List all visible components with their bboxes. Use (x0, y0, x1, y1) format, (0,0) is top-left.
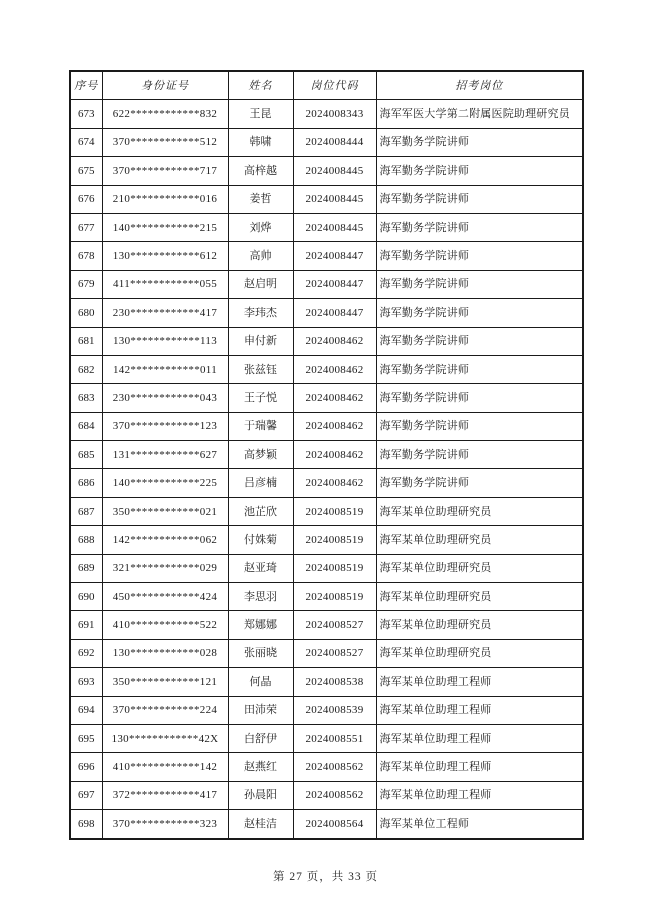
cell-id-number: 350************021 (102, 497, 228, 525)
table-body (70, 100, 583, 839)
table-row (70, 639, 583, 667)
cell-serial: 688 (70, 526, 102, 554)
cell-name: 孙晨阳 (228, 781, 293, 809)
cell-serial: 692 (70, 639, 102, 667)
cell-serial: 696 (70, 753, 102, 781)
cell-serial: 693 (70, 668, 102, 696)
cell-position-title: 海军勤务学院讲师 (376, 441, 583, 469)
cell-position-code: 2024008538 (293, 668, 376, 696)
header-position-title: 招考岗位 (376, 71, 583, 100)
cell-name: 高梓越 (228, 157, 293, 185)
cell-id-number: 622************832 (102, 100, 228, 128)
cell-position-title: 海军某单位助理研究员 (376, 526, 583, 554)
cell-id-number: 350************121 (102, 668, 228, 696)
cell-serial: 676 (70, 185, 102, 213)
cell-name: 高梦颖 (228, 441, 293, 469)
recruitment-roster-table (69, 70, 584, 840)
cell-position-title: 海军勤务学院讲师 (376, 469, 583, 497)
cell-position-title: 海军勤务学院讲师 (376, 213, 583, 241)
cell-position-code: 2024008447 (293, 270, 376, 298)
cell-id-number: 372************417 (102, 781, 228, 809)
cell-position-title: 海军勤务学院讲师 (376, 185, 583, 213)
cell-serial: 694 (70, 696, 102, 724)
cell-serial: 695 (70, 724, 102, 752)
cell-name: 赵亚琦 (228, 554, 293, 582)
table-row (70, 611, 583, 639)
cell-id-number: 370************224 (102, 696, 228, 724)
cell-position-code: 2024008519 (293, 554, 376, 582)
header-name: 姓名 (228, 71, 293, 100)
cell-serial: 683 (70, 384, 102, 412)
table-row (70, 441, 583, 469)
cell-position-title: 海军某单位工程师 (376, 810, 583, 839)
cell-position-title: 海军某单位助理研究员 (376, 497, 583, 525)
cell-position-title: 海军某单位助理研究员 (376, 611, 583, 639)
cell-name: 姜哲 (228, 185, 293, 213)
table-row (70, 213, 583, 241)
header-position-code: 岗位代码 (293, 71, 376, 100)
cell-name: 白舒伊 (228, 724, 293, 752)
cell-id-number: 230************417 (102, 299, 228, 327)
cell-position-title: 海军勤务学院讲师 (376, 157, 583, 185)
table-row (70, 157, 583, 185)
cell-name: 赵燕红 (228, 753, 293, 781)
table-row (70, 355, 583, 383)
cell-id-number: 142************011 (102, 355, 228, 383)
table-row (70, 100, 583, 128)
cell-name: 郑娜娜 (228, 611, 293, 639)
cell-id-number: 140************225 (102, 469, 228, 497)
cell-position-title: 海军勤务学院讲师 (376, 355, 583, 383)
cell-position-code: 2024008551 (293, 724, 376, 752)
header-id-number: 身份证号 (102, 71, 228, 100)
table-row (70, 327, 583, 355)
cell-position-code: 2024008462 (293, 441, 376, 469)
table-row (70, 554, 583, 582)
table-row (70, 724, 583, 752)
cell-position-code: 2024008519 (293, 583, 376, 611)
cell-id-number: 130************612 (102, 242, 228, 270)
table-row (70, 412, 583, 440)
cell-name: 于瑞馨 (228, 412, 293, 440)
table-row (70, 753, 583, 781)
cell-serial: 678 (70, 242, 102, 270)
cell-position-code: 2024008462 (293, 355, 376, 383)
cell-name: 付姝菊 (228, 526, 293, 554)
cell-position-code: 2024008447 (293, 242, 376, 270)
cell-serial: 684 (70, 412, 102, 440)
table-row (70, 384, 583, 412)
cell-position-title: 海军勤务学院讲师 (376, 412, 583, 440)
cell-position-title: 海军某单位助理工程师 (376, 724, 583, 752)
cell-position-code: 2024008562 (293, 781, 376, 809)
cell-position-title: 海军某单位助理工程师 (376, 781, 583, 809)
cell-position-code: 2024008447 (293, 299, 376, 327)
table-row (70, 583, 583, 611)
cell-serial: 689 (70, 554, 102, 582)
cell-id-number: 230************043 (102, 384, 228, 412)
cell-position-title: 海军某单位助理研究员 (376, 583, 583, 611)
cell-position-code: 2024008343 (293, 100, 376, 128)
table-row (70, 696, 583, 724)
cell-position-title: 海军勤务学院讲师 (376, 299, 583, 327)
cell-serial: 691 (70, 611, 102, 639)
cell-position-title: 海军勤务学院讲师 (376, 128, 583, 156)
cell-id-number: 130************113 (102, 327, 228, 355)
cell-name: 赵桂洁 (228, 810, 293, 839)
cell-serial: 673 (70, 100, 102, 128)
cell-position-code: 2024008462 (293, 469, 376, 497)
cell-id-number: 370************717 (102, 157, 228, 185)
cell-serial: 677 (70, 213, 102, 241)
cell-position-title: 海军某单位助理研究员 (376, 639, 583, 667)
cell-id-number: 450************424 (102, 583, 228, 611)
cell-id-number: 410************142 (102, 753, 228, 781)
table-row (70, 810, 583, 839)
header-row (70, 71, 583, 100)
cell-position-code: 2024008564 (293, 810, 376, 839)
cell-position-code: 2024008462 (293, 327, 376, 355)
header-serial: 序号 (70, 71, 102, 100)
table-row (70, 497, 583, 525)
cell-position-title: 海军军医大学第二附属医院助理研究员 (376, 100, 583, 128)
cell-position-code: 2024008562 (293, 753, 376, 781)
cell-serial: 690 (70, 583, 102, 611)
cell-name: 田沛荣 (228, 696, 293, 724)
table-row (70, 526, 583, 554)
cell-serial: 674 (70, 128, 102, 156)
cell-serial: 687 (70, 497, 102, 525)
cell-id-number: 370************323 (102, 810, 228, 839)
cell-id-number: 210************016 (102, 185, 228, 213)
cell-name: 高帅 (228, 242, 293, 270)
cell-position-code: 2024008527 (293, 639, 376, 667)
cell-name: 何晶 (228, 668, 293, 696)
cell-position-code: 2024008445 (293, 213, 376, 241)
table-row (70, 781, 583, 809)
cell-serial: 681 (70, 327, 102, 355)
cell-name: 吕彦楠 (228, 469, 293, 497)
cell-id-number: 410************522 (102, 611, 228, 639)
cell-name: 赵启明 (228, 270, 293, 298)
table-row (70, 469, 583, 497)
cell-position-code: 2024008462 (293, 384, 376, 412)
cell-serial: 679 (70, 270, 102, 298)
table-row (70, 185, 583, 213)
table-header (70, 71, 583, 100)
cell-name: 韩啸 (228, 128, 293, 156)
cell-id-number: 321************029 (102, 554, 228, 582)
cell-id-number: 130************028 (102, 639, 228, 667)
cell-position-title: 海军勤务学院讲师 (376, 242, 583, 270)
cell-serial: 698 (70, 810, 102, 839)
cell-serial: 675 (70, 157, 102, 185)
cell-id-number: 130************42X (102, 724, 228, 752)
table-row (70, 299, 583, 327)
cell-position-title: 海军某单位助理工程师 (376, 668, 583, 696)
cell-position-code: 2024008539 (293, 696, 376, 724)
cell-position-title: 海军某单位助理研究员 (376, 554, 583, 582)
cell-position-code: 2024008445 (293, 157, 376, 185)
cell-name: 张丽晓 (228, 639, 293, 667)
cell-position-code: 2024008444 (293, 128, 376, 156)
cell-name: 池芷欣 (228, 497, 293, 525)
cell-position-code: 2024008519 (293, 497, 376, 525)
cell-name: 刘烨 (228, 213, 293, 241)
cell-position-title: 海军勤务学院讲师 (376, 270, 583, 298)
cell-name: 张兹钰 (228, 355, 293, 383)
cell-position-title: 海军勤务学院讲师 (376, 327, 583, 355)
cell-name: 李玮杰 (228, 299, 293, 327)
cell-serial: 685 (70, 441, 102, 469)
page-footer: 第 27 页，共 33 页 (273, 871, 378, 883)
cell-serial: 682 (70, 355, 102, 383)
cell-position-title: 海军某单位助理工程师 (376, 753, 583, 781)
cell-id-number: 140************215 (102, 213, 228, 241)
table-row (70, 242, 583, 270)
cell-id-number: 370************123 (102, 412, 228, 440)
cell-position-code: 2024008445 (293, 185, 376, 213)
cell-name: 李思羽 (228, 583, 293, 611)
cell-position-title: 海军勤务学院讲师 (376, 384, 583, 412)
table-row (70, 128, 583, 156)
cell-name: 王子悦 (228, 384, 293, 412)
cell-id-number: 411************055 (102, 270, 228, 298)
cell-id-number: 370************512 (102, 128, 228, 156)
cell-serial: 697 (70, 781, 102, 809)
cell-serial: 680 (70, 299, 102, 327)
cell-name: 申付新 (228, 327, 293, 355)
cell-position-code: 2024008519 (293, 526, 376, 554)
cell-position-title: 海军某单位助理工程师 (376, 696, 583, 724)
cell-position-code: 2024008462 (293, 412, 376, 440)
table-row (70, 668, 583, 696)
cell-serial: 686 (70, 469, 102, 497)
cell-id-number: 142************062 (102, 526, 228, 554)
cell-name: 王昆 (228, 100, 293, 128)
cell-position-code: 2024008527 (293, 611, 376, 639)
cell-id-number: 131************627 (102, 441, 228, 469)
table-row (70, 270, 583, 298)
